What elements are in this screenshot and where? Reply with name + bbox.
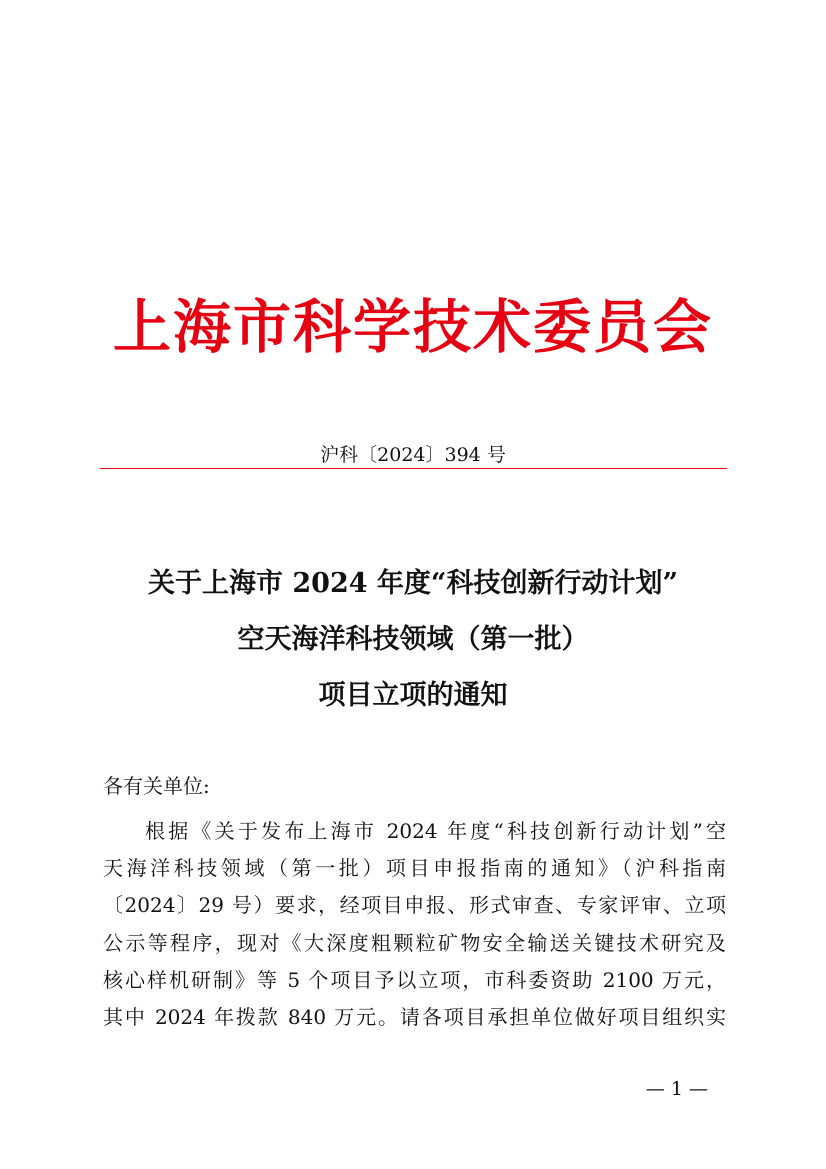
title-line-3: 项目立项的通知 [318, 680, 508, 711]
body-line: 其中 2024 年拨款 840 万元。请各项目承担单位做好项目组织实 [103, 1004, 726, 1029]
body-line: 根据《关于发布上海市 2024 年度“科技创新行动计划”空 [145, 819, 726, 843]
issuing-organization-header: 上海市科学技术委员会 [112, 293, 713, 361]
red-separator-line [100, 468, 727, 469]
document-number: 沪科〔2024〕394 号 [320, 444, 506, 466]
title-line-2: 空天海洋科技领域（第一批） [237, 624, 589, 655]
body-line: 天海洋科技领域（第一批）项目申报指南的通知》（沪科指南 [103, 856, 726, 881]
body-line: 〔2024〕29 号）要求，经项目申报、形式审查、专家评审、立项 [103, 893, 726, 918]
title-line-1: 关于上海市 2024 年度“科技创新行动计划” [147, 568, 678, 599]
body-line: 公示等程序，现对《大深度粗颗粒矿物安全输送关键技术研究及 [103, 930, 726, 955]
salutation: 各有关单位: [103, 774, 210, 798]
page-number: — 1 — [645, 1078, 708, 1100]
body-line: 核心样机研制》等 5 个项目予以立项，市科委资助 2100 万元， [103, 967, 726, 992]
body-paragraph [103, 813, 726, 1036]
document-title [0, 556, 826, 724]
